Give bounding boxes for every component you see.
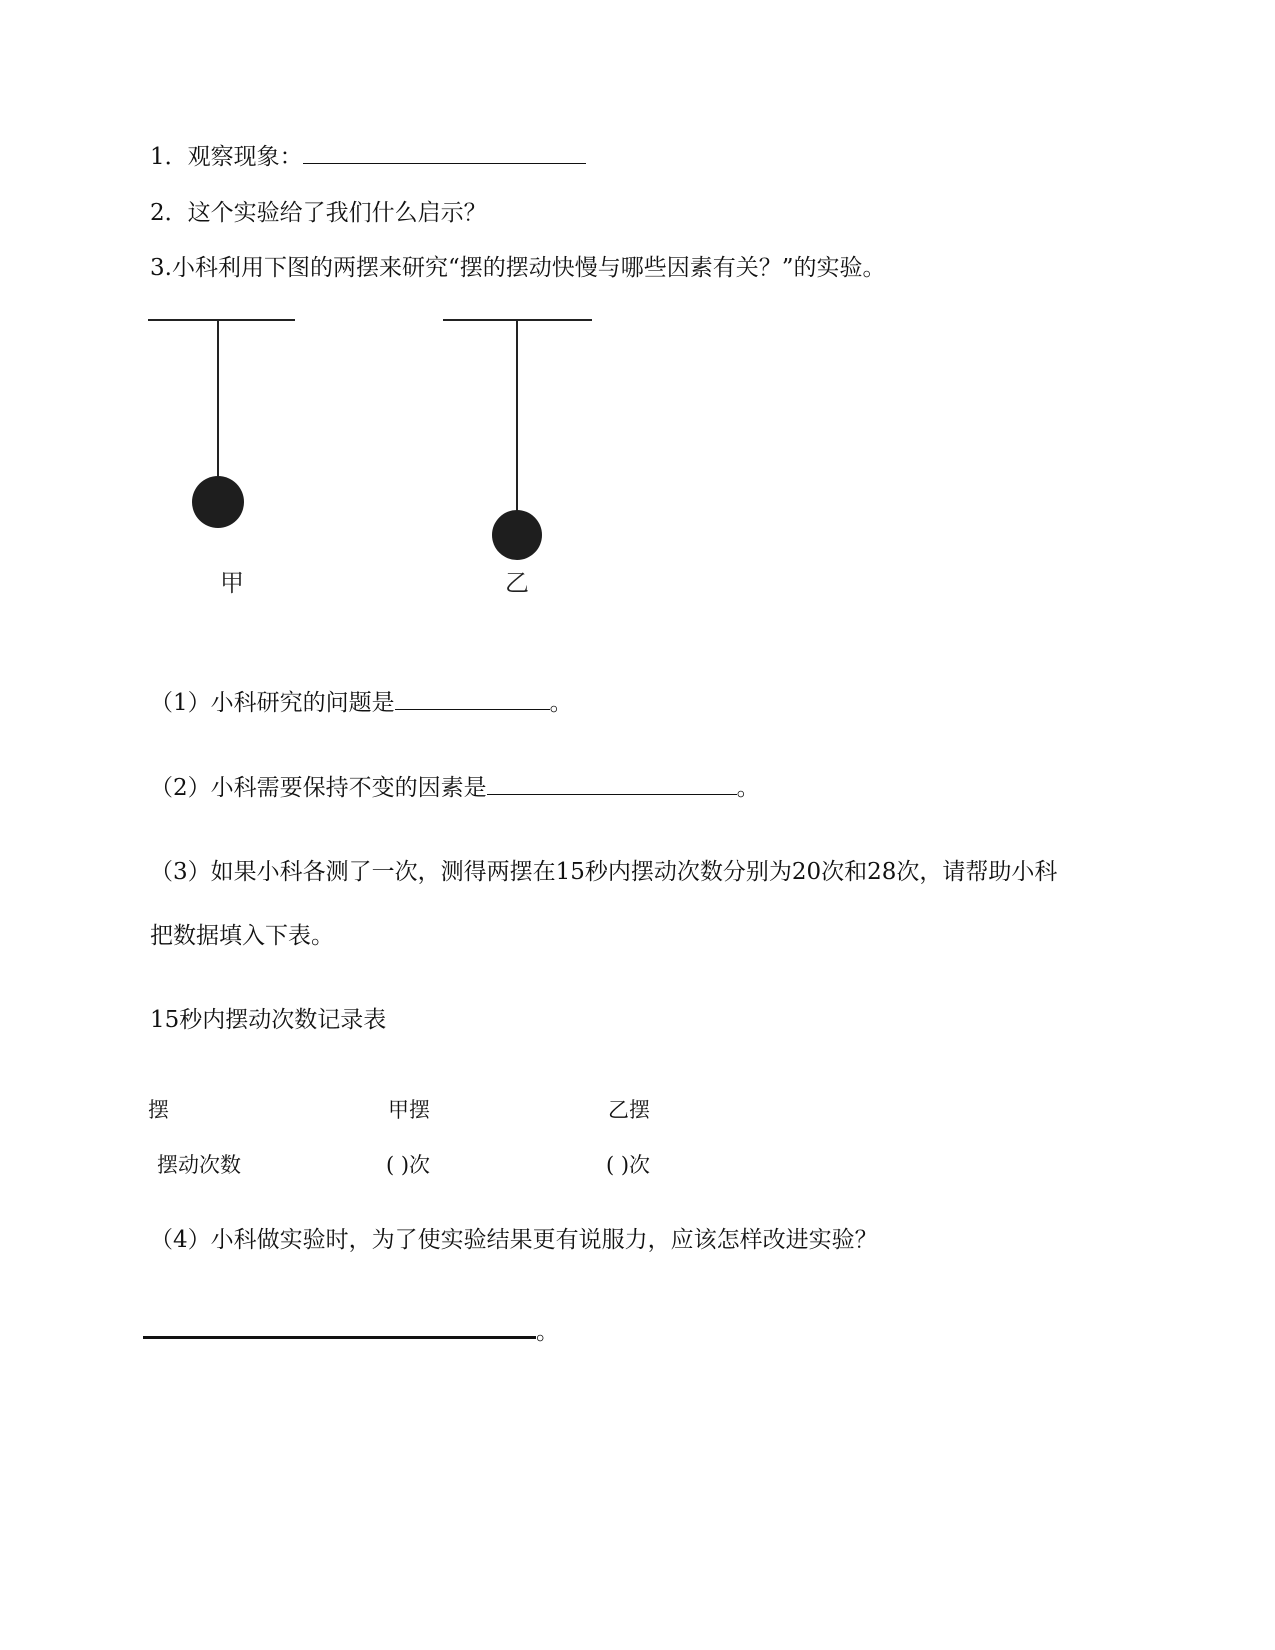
- subquestion-4-answer: [143, 1314, 559, 1347]
- subquestion-2-prefix: （2）小科需要保持不变的因素是: [150, 775, 487, 801]
- question-1-text: 1．观察现象：: [150, 144, 303, 170]
- pendulum-yi-label: 乙: [505, 569, 529, 597]
- subquestion-1: [150, 688, 573, 718]
- subquestion-4-answer-suffix: 。: [536, 1319, 559, 1345]
- subquestion-1-suffix: 。: [549, 690, 573, 716]
- subquestion-2: [150, 773, 760, 803]
- question-3-text: 3.小科利用下图的两摆来研究“摆的摆动快慢与哪些因素有关？”的实验。: [150, 255, 886, 281]
- subquestion-2-suffix: 。: [736, 775, 760, 801]
- table-header-jia: 甲摆: [388, 1098, 430, 1122]
- subquestion-3-text-1: （3）如果小科各测了一次，测得两摆在15秒内摆动次数分别为20次和28次，请帮助小科: [150, 859, 1058, 885]
- subquestion-3-line-1: [150, 857, 1057, 887]
- table-cell-yi-count[interactable]: ( )次: [606, 1153, 651, 1177]
- table-cell-jia-count[interactable]: ( )次: [386, 1153, 431, 1177]
- subquestion-3-line-2: [150, 921, 334, 951]
- subquestion-1-answer-blank[interactable]: [395, 689, 550, 710]
- pendulum-jia-bob: [192, 476, 244, 528]
- table-header-pendulum: 摆: [148, 1098, 169, 1122]
- subquestion-2-answer-blank[interactable]: [487, 774, 737, 795]
- question-2-text: 2．这个实验给了我们什么启示？: [150, 200, 487, 226]
- table-title-text: 15秒内摆动次数记录表: [150, 1007, 387, 1033]
- subquestion-1-prefix: （1）小科研究的问题是: [150, 690, 395, 716]
- pendulum-yi: [443, 320, 592, 597]
- pendulum-figure: [0, 0, 1275, 640]
- pendulum-jia: [148, 320, 295, 597]
- pendulum-yi-bob: [492, 510, 542, 560]
- subquestion-3-text-2: 把数据填入下表。: [150, 923, 334, 949]
- table-row-label: 摆动次数: [157, 1153, 241, 1177]
- table-header-yi: 乙摆: [608, 1098, 650, 1122]
- pendulum-jia-label: 甲: [220, 569, 244, 597]
- subquestion-4-text: （4）小科做实验时，为了使实验结果更有说服力，应该怎样改进实验？: [150, 1227, 878, 1253]
- subquestion-4-answer-blank[interactable]: [143, 1314, 536, 1339]
- table-title: [150, 1005, 386, 1035]
- subquestion-4: [150, 1225, 878, 1255]
